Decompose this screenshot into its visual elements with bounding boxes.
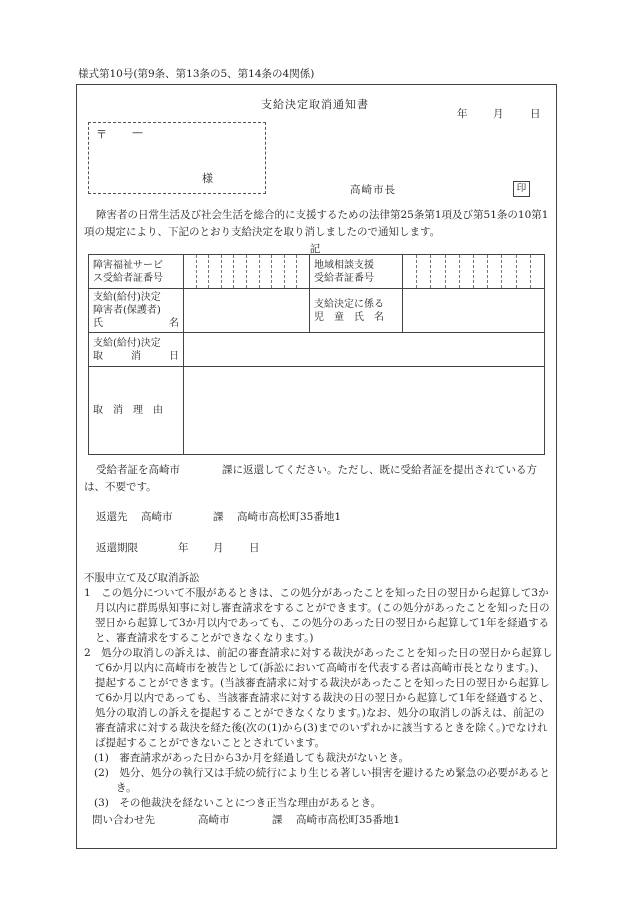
table-row (89, 333, 545, 367)
return-instruction: 受給者証を高崎市 課に返還してください。ただし、既に受給者証を提出されている方は、不要です。 (84, 464, 537, 493)
appeal-item-1: 1 この処分について不服があるときは、この処分があったことを知った日の翌日から起算して3か月以内に群馬県知事に対し審査請求をすることができます。(この処分があったことを知った日の翌日から起算して3か月以内であっても、この処分のあった日の翌日から起算して1年を経過すると、審査請求をすることができなくなります。) (84, 587, 550, 644)
recipient-number-field[interactable] (184, 255, 310, 289)
return-deadline-month: 月 (213, 542, 224, 554)
recipient-number-label: 障害福祉サービ ス受給者証番号 (89, 255, 184, 289)
cancel-date-field[interactable] (184, 333, 545, 367)
return-address-city: 高崎市 (141, 511, 173, 523)
decided-person-label: 支給(給付)決定 障害者(保護者) 氏 名 (89, 289, 184, 333)
inquiry-label: 問い合わせ先 (92, 814, 155, 826)
return-deadline-day: 日 (249, 542, 260, 554)
return-deadline-year: 年 (178, 542, 189, 554)
appeal-sub-3: (3) その他裁決を経ないことにつき正当な理由があるとき。 (94, 797, 382, 809)
child-name-field[interactable] (403, 289, 545, 333)
postal-mark: 〒 (96, 128, 107, 141)
cancel-date-label: 支給(給付)決定 取 消 日 (89, 333, 184, 367)
postal-dash: — (132, 126, 143, 139)
seal-mark: 印 (513, 181, 530, 197)
sender-mayor: 高崎市長 (350, 184, 396, 196)
digit-boxes (403, 255, 544, 288)
return-address-street: 高崎市高松町35番地1 (237, 511, 342, 523)
appeal-sub-2: (2) 処分、処分の執行又は手続の続行により生じる著しい損害を避けるため緊急の必要があるとき。 (94, 767, 550, 794)
table-row (89, 289, 545, 333)
inquiry-city: 高崎市 (198, 814, 230, 826)
table-row (89, 255, 545, 289)
return-address-dept: 課 (213, 511, 224, 523)
addressee-honorific: 様 (202, 172, 213, 185)
cancel-reason-field[interactable] (184, 367, 545, 455)
ki-marker: 記 (309, 243, 321, 255)
consult-number-label: 地域相談支援 受給者証番号 (310, 255, 403, 289)
address-window (88, 122, 266, 194)
table-row (89, 367, 545, 455)
date-year: 年 (457, 108, 468, 120)
decided-person-name-field[interactable] (184, 289, 310, 333)
return-address-label: 返還先 (96, 511, 128, 523)
form-number-label: 様式第10号(第9条、第13条の5、第14条の4関係) (78, 68, 315, 80)
appeal-sub-1: (1) 審査請求があった日から3か月を経過しても裁決がないとき。 (94, 752, 410, 764)
return-deadline-label: 返還期限 (96, 542, 138, 554)
inquiry-dept: 課 (272, 814, 283, 826)
appeal-section (84, 571, 554, 811)
cancel-reason-label: 取 消 理 由 (89, 367, 184, 455)
notice-body-text: 障害者の日常生活及び社会生活を総合的に支援するための法律第25条第1項及び第51条の10第1項の規定により、下記のとおり支給決定を取り消しましたので通知します。 (84, 209, 549, 238)
inquiry-street: 高崎市高松町35番地1 (296, 814, 401, 826)
document-title: 支給決定取消通知書 (261, 98, 369, 111)
digit-boxes (184, 255, 309, 288)
consult-number-field[interactable] (403, 255, 545, 289)
details-table (88, 254, 545, 455)
date-month: 月 (493, 108, 504, 120)
appeal-item-2: 2 処分の取消しの訴えは、前記の審査請求に対する裁決があったことを知った日の翌日から起算して6か月以内に高崎市を被告として(訴訟において高崎市を代表する者は高崎市長となります。)、提起することができます。(当該審査請求に対する裁決があったことを知った日の翌日から起算して6か月以内であっても、当該審査請求に対する裁決の日の翌日から起算して1年を経過すると、処分の取消しの訴えを提起することができなくなります。)なお、処分の取消しの訴えは、前記の審査請求に対する裁決を経た後(次の(1)から(3)までのいずれかに該当するときを除く。)でなければ提起することができないこととされています。 (84, 647, 553, 749)
child-name-label: 支給決定に係る 児 童 氏 名 (310, 289, 403, 333)
appeal-heading: 不服申立て及び取消訴訟 (84, 572, 200, 584)
date-day: 日 (530, 108, 541, 120)
